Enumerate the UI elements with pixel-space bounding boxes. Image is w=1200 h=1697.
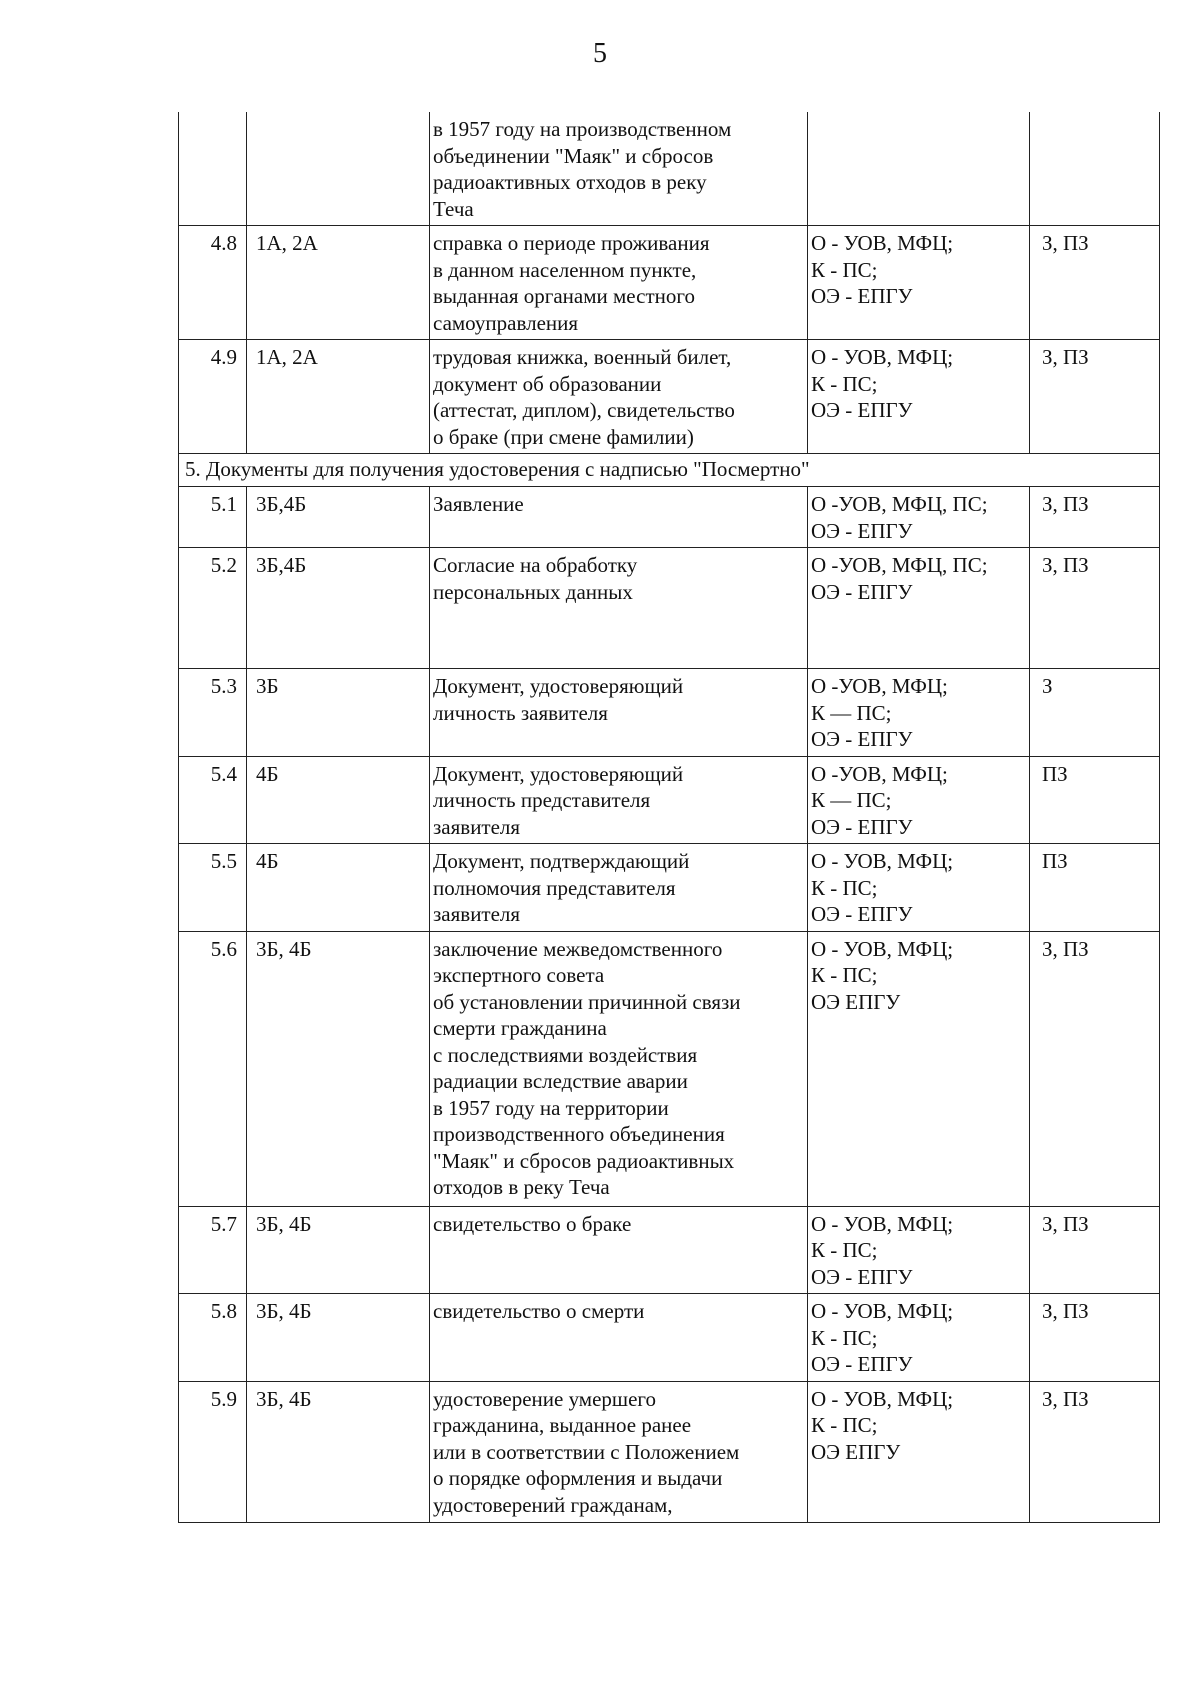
row-submission: О - УОВ, МФЦ; К - ПС; ОЭ - ЕПГУ (808, 226, 1030, 340)
row-document: Документ, подтверждающий полномочия представителя заявителя (430, 844, 808, 932)
row-submission: О -УОВ, МФЦ, ПС; ОЭ - ЕПГУ (808, 487, 1030, 548)
row-submission: О -УОВ, МФЦ, ПС; ОЭ - ЕПГУ (808, 548, 1030, 669)
row-submission: О - УОВ, МФЦ; К - ПС; ОЭ - ЕПГУ (808, 1206, 1030, 1294)
row-category: 1А, 2А (247, 340, 430, 454)
row-category: 3Б, 4Б (247, 931, 430, 1206)
row-category (247, 112, 430, 226)
table-row (179, 112, 1160, 226)
row-number: 5.1 (179, 487, 247, 548)
table-row (179, 1294, 1160, 1382)
page-number: 5 (593, 38, 607, 69)
table-row (179, 844, 1160, 932)
section-heading-row (179, 454, 1160, 487)
row-category: 3Б, 4Б (247, 1294, 430, 1382)
row-document: Документ, удостоверяющий личность представителя заявителя (430, 756, 808, 844)
row-doc-type: З, ПЗ (1030, 1381, 1160, 1522)
table-row (179, 226, 1160, 340)
row-doc-type: З, ПЗ (1030, 226, 1160, 340)
row-submission (808, 112, 1030, 226)
row-document: справка о периоде проживания в данном населенном пункте, выданная органами местного самоуправления (430, 226, 808, 340)
table-row (179, 340, 1160, 454)
row-number: 5.4 (179, 756, 247, 844)
row-number: 5.7 (179, 1206, 247, 1294)
row-number: 5.2 (179, 548, 247, 669)
row-document: Документ, удостоверяющий личность заявителя (430, 669, 808, 757)
row-number (179, 112, 247, 226)
row-category: 1А, 2А (247, 226, 430, 340)
row-number: 5.8 (179, 1294, 247, 1382)
row-number: 5.5 (179, 844, 247, 932)
row-number: 5.3 (179, 669, 247, 757)
section-title: 5. Документы для получения удостоверения с надписью "Посмертно" (179, 454, 1160, 487)
row-category: 3Б (247, 669, 430, 757)
table-row (179, 487, 1160, 548)
row-category: 3Б,4Б (247, 548, 430, 669)
table-row (179, 669, 1160, 757)
row-submission: О - УОВ, МФЦ; К - ПС; ОЭ - ЕПГУ (808, 340, 1030, 454)
row-doc-type: З, ПЗ (1030, 931, 1160, 1206)
row-category: 3Б,4Б (247, 487, 430, 548)
row-category: 4Б (247, 756, 430, 844)
row-number: 5.9 (179, 1381, 247, 1522)
row-doc-type: З, ПЗ (1030, 487, 1160, 548)
row-doc-type (1030, 112, 1160, 226)
table-row (179, 756, 1160, 844)
row-document: Согласие на обработку персональных данных (430, 548, 808, 669)
row-number: 4.8 (179, 226, 247, 340)
table-row (179, 1206, 1160, 1294)
row-submission: О - УОВ, МФЦ; К - ПС; ОЭ ЕПГУ (808, 1381, 1030, 1522)
row-submission: О - УОВ, МФЦ; К - ПС; ОЭ ЕПГУ (808, 931, 1030, 1206)
row-doc-type: З (1030, 669, 1160, 757)
row-number: 4.9 (179, 340, 247, 454)
row-doc-type: З, ПЗ (1030, 1206, 1160, 1294)
row-number: 5.6 (179, 931, 247, 1206)
row-doc-type: З, ПЗ (1030, 1294, 1160, 1382)
row-document: свидетельство о смерти (430, 1294, 808, 1382)
row-submission: О - УОВ, МФЦ; К - ПС; ОЭ - ЕПГУ (808, 844, 1030, 932)
row-category: 4Б (247, 844, 430, 932)
row-category: 3Б, 4Б (247, 1206, 430, 1294)
row-document: трудовая книжка, военный билет, документ об образовании (аттестат, диплом), свидетельство о браке (при смене фамилии) (430, 340, 808, 454)
row-document: Заявление (430, 487, 808, 548)
row-document: в 1957 году на производственном объединении "Маяк" и сбросов радиоактивных отходов в реку Теча (430, 112, 808, 226)
row-submission: О -УОВ, МФЦ; К — ПС; ОЭ - ЕПГУ (808, 669, 1030, 757)
row-category: 3Б, 4Б (247, 1381, 430, 1522)
row-document: свидетельство о браке (430, 1206, 808, 1294)
row-doc-type: ПЗ (1030, 844, 1160, 932)
row-submission: О -УОВ, МФЦ; К — ПС; ОЭ - ЕПГУ (808, 756, 1030, 844)
row-document: удостоверение умершего гражданина, выданное ранее или в соответствии с Положением о порядке оформления и выдачи удостоверений гражданам, (430, 1381, 808, 1522)
row-doc-type: ПЗ (1030, 756, 1160, 844)
table-row (179, 931, 1160, 1206)
table-row (179, 1381, 1160, 1522)
row-submission: О - УОВ, МФЦ; К - ПС; ОЭ - ЕПГУ (808, 1294, 1030, 1382)
row-document: заключение межведомственного экспертного совета об установлении причинной связи смерти гражданина с последствиями воздействия радиации вследствие аварии в 1957 году на территории производственного объединения "Маяк" и сбросов радиоактивных отходов в реку Теча (430, 931, 808, 1206)
row-doc-type: З, ПЗ (1030, 548, 1160, 669)
row-doc-type: З, ПЗ (1030, 340, 1160, 454)
documents-table (178, 112, 1160, 1523)
table-row (179, 548, 1160, 669)
